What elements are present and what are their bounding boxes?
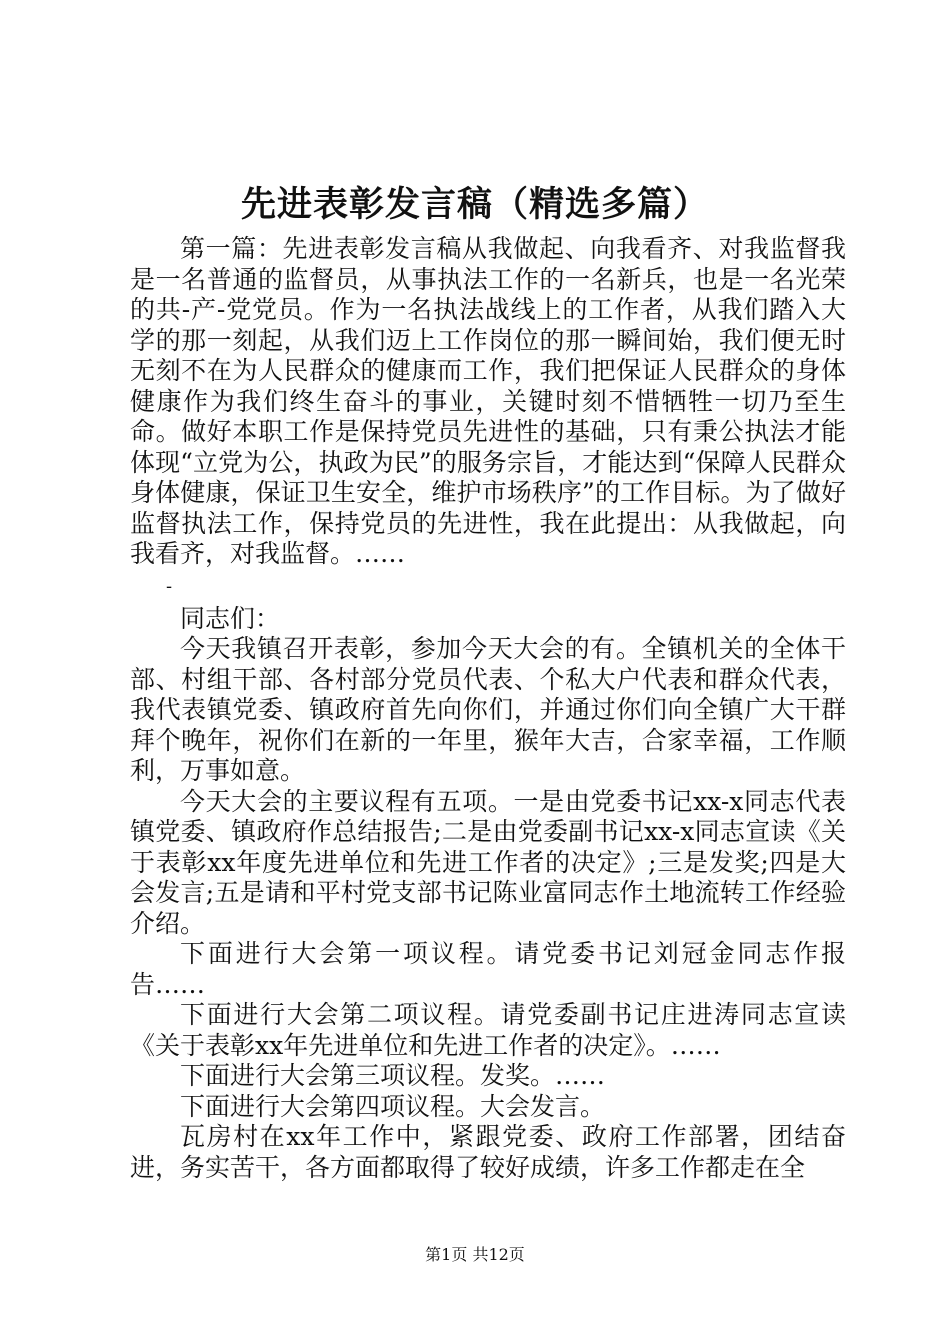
paragraph: 同志们： [180, 603, 281, 633]
paragraph: 瓦房村在xx年工作中，紧跟党委、政府工作部署，团结奋进，务实苦干，各方面都取得了较好成绩，许多工作都走在全 [130, 1122, 846, 1182]
paragraph: 下面进行大会第二项议程。请党委副书记庄进涛同志宣读《关于表彰xx年先进单位和先进工作者的决定》。…… [130, 1000, 846, 1060]
paragraph: 下面进行大会第四项议程。大会发言。 [180, 1091, 606, 1121]
paragraph: 下面进行大会第三项议程。发奖。…… [180, 1061, 606, 1090]
paragraph-separator: - [166, 575, 173, 597]
page-number-footer: 第1页 共12页 [425, 1245, 525, 1264]
document-title: 先进表彰发言稿（精选多篇） [240, 184, 709, 225]
paragraph: 第一篇：先进表彰发言稿从我做起、向我看齐、对我监督我是一名普通的监督员，从事执法工作的一名新兵，也是一名光荣的共-产-党党员。作为一名执法战线上的工作者，从我们踏入大学的那一刻起，从我们迈上工作岗位的那一瞬间始，我们便无时无刻不在为人民群众的健康而工作，我们把保证人民群众的身体健康作为我们终生奋斗的事业，关键时刻不惜牺牲一切乃至生命。做好本职工作是保持党员先进性的基础，只有秉公执法才能体现“立党为公，执政为民”的服务宗旨，才能达到“保障人民群众身体健康，保证卫生安全，维护市场秩序”的工作目标。为了做好监督执法工作，保持党员的先进性，我在此提出：从我做起，向我看齐，对我监督。…… [130, 234, 846, 568]
paragraph: 今天大会的主要议程有五项。一是由党委书记xx-x同志代表镇党委、镇政府作总结报告;二是由党委副书记xx-x同志宣读《关于表彰xx年度先进单位和先进工作者的决定》;三是发奖;四是大会发言;五是请和平村党支部书记陈业富同志作土地流转工作经验介绍。 [130, 786, 846, 938]
paragraph: 下面进行大会第一项议程。请党委书记刘冠金同志作报告…… [130, 939, 846, 999]
document-body [130, 234, 846, 1183]
paragraph: 今天我镇召开表彰，参加今天大会的有。全镇机关的全体干部、村组干部、各村部分党员代表、个私大户代表和群众代表，我代表镇党委、镇政府首先向你们，并通过你们向全镇广大干群拜个晚年，祝你们在新的一年里，猴年大吉，合家幸福，工作顺利，万事如意。 [130, 634, 846, 785]
